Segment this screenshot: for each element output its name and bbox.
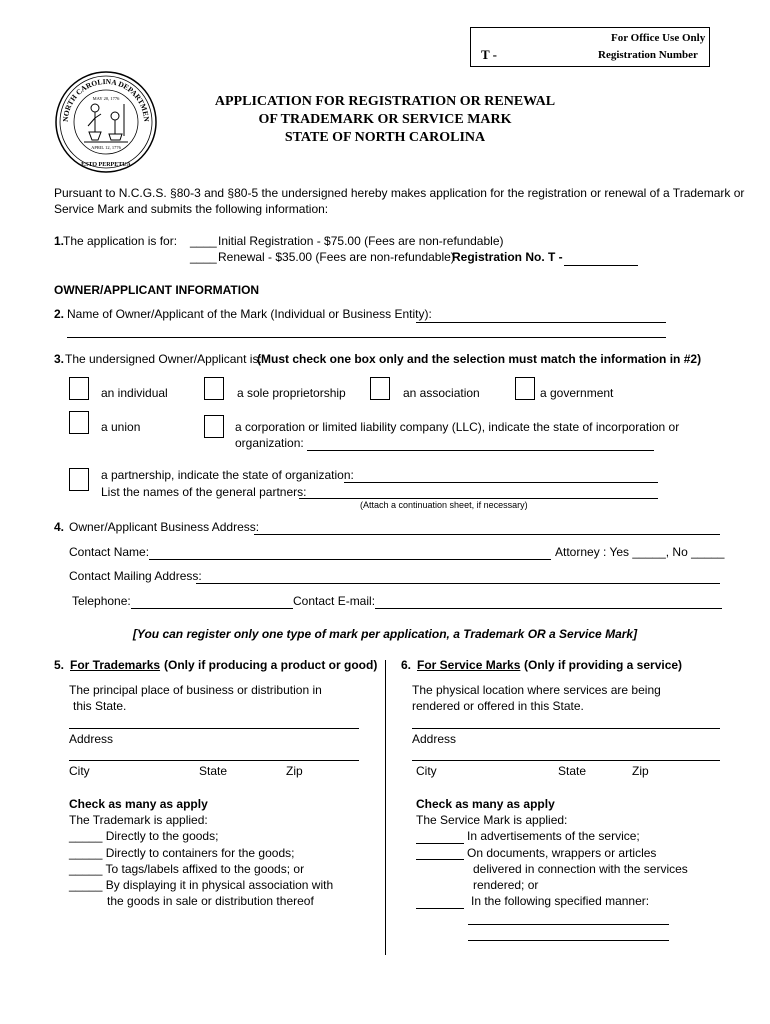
physical-location-line-2: rendered or offered in this State. — [412, 699, 584, 713]
corporation-llc-checkbox[interactable] — [204, 415, 224, 438]
corporation-organization-label: organization: — [235, 436, 304, 450]
trademark-option-display[interactable]: _____ By displaying it in physical association with — [69, 878, 334, 892]
service-option-advertisements: In advertisements of the service; — [467, 829, 640, 843]
mailing-address-input[interactable] — [196, 570, 720, 584]
service-advertisements-blank[interactable] — [416, 830, 464, 844]
mark-type-notice: [You can register only one type of mark per application, a Trademark OR a Service Mark] — [132, 627, 638, 641]
trademarks-heading-note: (Only if producing a product or good) — [164, 658, 378, 672]
q2-number: 2. — [54, 307, 65, 321]
service-location-input[interactable] — [412, 715, 720, 729]
initial-registration-option: Initial Registration - $75.00 (Fees are non-refundable) — [218, 234, 504, 248]
seal-motto: ESTO PERPETUA — [81, 162, 131, 168]
email-input[interactable] — [375, 595, 722, 609]
partnership-label: a partnership, indicate the state of organization: — [101, 468, 354, 482]
seal-date-bottom: APRIL 12, 1776 — [91, 145, 121, 150]
trademark-option-tags[interactable]: _____ To tags/labels affixed to the goods; or — [69, 862, 305, 876]
union-checkbox[interactable] — [69, 411, 89, 434]
partnership-checkbox[interactable] — [69, 468, 89, 491]
business-address-label: Owner/Applicant Business Address: — [69, 520, 260, 534]
email-label: Contact E-mail: — [293, 594, 376, 608]
registration-no-input[interactable] — [564, 252, 638, 266]
intro-line-1: Pursuant to N.C.G.S. §80-3 and §80-5 the undersigned hereby makes application for the registration or renewal of a Trademark or — [54, 186, 745, 200]
telephone-label: Telephone: — [72, 594, 131, 608]
service-check-heading: Check as many as apply — [416, 797, 555, 811]
q5-number: 5. — [54, 658, 65, 672]
contact-name-input[interactable] — [149, 546, 551, 560]
title-line-1: APPLICATION FOR REGISTRATION OR RENEWAL — [214, 94, 556, 109]
intro-line-2: Service Mark and submits the following information: — [54, 202, 329, 216]
trademark-address-input[interactable] — [69, 747, 359, 761]
trademark-applied-label: The Trademark is applied: — [69, 813, 208, 827]
association-label: an association — [403, 386, 480, 400]
trademark-address-label: Address — [69, 732, 114, 746]
partnership-state-input[interactable] — [344, 469, 658, 483]
principal-place-line-1: The principal place of business or distribution in — [69, 683, 322, 697]
individual-label: an individual — [101, 386, 168, 400]
q1-number: 1. — [54, 234, 65, 248]
specified-manner-input-1[interactable] — [468, 911, 669, 925]
owner-name-input-line-2[interactable] — [67, 324, 666, 338]
trademark-check-heading: Check as many as apply — [69, 797, 208, 811]
service-applied-label: The Service Mark is applied: — [416, 813, 568, 827]
trademark-option-goods[interactable]: _____ Directly to the goods; — [69, 829, 219, 843]
q1-label: The application is for: — [63, 234, 178, 248]
continuation-sheet-note: (Attach a continuation sheet, if necessary) — [360, 500, 528, 510]
service-specified-manner-blank[interactable] — [416, 895, 464, 909]
q2-label: Name of Owner/Applicant of the Mark (Individual or Business Entity): — [67, 307, 432, 321]
service-option-documents: On documents, wrappers or articles — [467, 846, 657, 860]
title-line-2: OF TRADEMARK OR SERVICE MARK — [258, 112, 512, 127]
owner-applicant-heading: OWNER/APPLICANT INFORMATION — [54, 283, 260, 297]
registration-no-label: Registration No. T - — [452, 250, 563, 264]
state-of-incorporation-input[interactable] — [307, 437, 654, 451]
association-checkbox[interactable] — [370, 377, 390, 400]
general-partners-label: List the names of the general partners: — [101, 485, 307, 499]
q6-number: 6. — [401, 658, 412, 672]
title-line-3: STATE OF NORTH CAROLINA — [284, 130, 486, 145]
contact-name-label: Contact Name: — [69, 545, 150, 559]
service-state-label: State — [558, 764, 587, 778]
service-marks-heading-note: (Only if providing a service) — [524, 658, 683, 672]
trademark-option-containers[interactable]: _____ Directly to containers for the goods; — [69, 846, 295, 860]
attorney-yes-no[interactable]: Attorney : Yes _____, No _____ — [555, 545, 725, 559]
service-option-specified-manner: In the following specified manner: — [471, 894, 650, 908]
service-option-documents-cont-2: rendered; or — [473, 878, 539, 892]
seal-text-top: NORTH CAROLINA DEPARTMEN — [60, 76, 152, 123]
trademarks-heading: For Trademarks — [70, 658, 161, 672]
government-checkbox[interactable] — [515, 377, 535, 400]
corporation-llc-label: a corporation or limited liability company (LLC), indicate the state of incorporation or — [235, 420, 680, 434]
registration-number-label: Registration Number — [598, 49, 698, 61]
seal-date-top: MAY 20, 1776 — [92, 96, 120, 101]
service-address-label: Address — [412, 732, 457, 746]
union-label: a union — [101, 420, 141, 434]
trademark-location-input[interactable] — [69, 715, 359, 729]
business-address-input[interactable] — [254, 521, 720, 535]
principal-place-line-2: this State. — [73, 699, 127, 713]
mailing-address-label: Contact Mailing Address: — [69, 569, 202, 583]
service-address-input[interactable] — [412, 747, 720, 761]
individual-checkbox[interactable] — [69, 377, 89, 400]
trademark-option-display-cont: the goods in sale or distribution thereof — [107, 894, 314, 908]
trademark-zip-label: Zip — [286, 764, 303, 778]
q3-instruction: (Must check one box only and the selection must match the information in #2) — [257, 352, 702, 366]
service-marks-heading: For Service Marks — [417, 658, 521, 672]
column-divider — [385, 660, 386, 955]
sole-proprietorship-checkbox[interactable] — [204, 377, 224, 400]
initial-registration-blank[interactable]: ____ — [190, 234, 217, 248]
service-city-label: City — [416, 764, 437, 778]
service-option-documents-cont-1: delivered in connection with the services — [473, 862, 688, 876]
office-prefix: T - — [481, 47, 498, 62]
telephone-input[interactable] — [131, 595, 293, 609]
office-use-title: For Office Use Only — [611, 32, 706, 44]
sole-proprietorship-label: a sole proprietorship — [237, 386, 346, 400]
q4-number: 4. — [54, 520, 65, 534]
government-label: a government — [540, 386, 614, 400]
general-partners-input[interactable] — [299, 485, 658, 499]
physical-location-line-1: The physical location where services are being — [412, 683, 661, 697]
owner-name-input[interactable] — [416, 309, 666, 323]
service-documents-blank[interactable] — [416, 846, 464, 860]
q3-label: The undersigned Owner/Applicant is: — [65, 352, 262, 366]
service-zip-label: Zip — [632, 764, 649, 778]
trademark-state-label: State — [199, 764, 228, 778]
office-use-box — [470, 27, 710, 67]
renewal-blank[interactable]: ____ — [190, 250, 217, 264]
q3-number: 3. — [54, 352, 65, 366]
renewal-option: Renewal - $35.00 (Fees are non-refundable) — [218, 250, 455, 264]
trademark-city-label: City — [69, 764, 90, 778]
specified-manner-input-2[interactable] — [468, 927, 669, 941]
